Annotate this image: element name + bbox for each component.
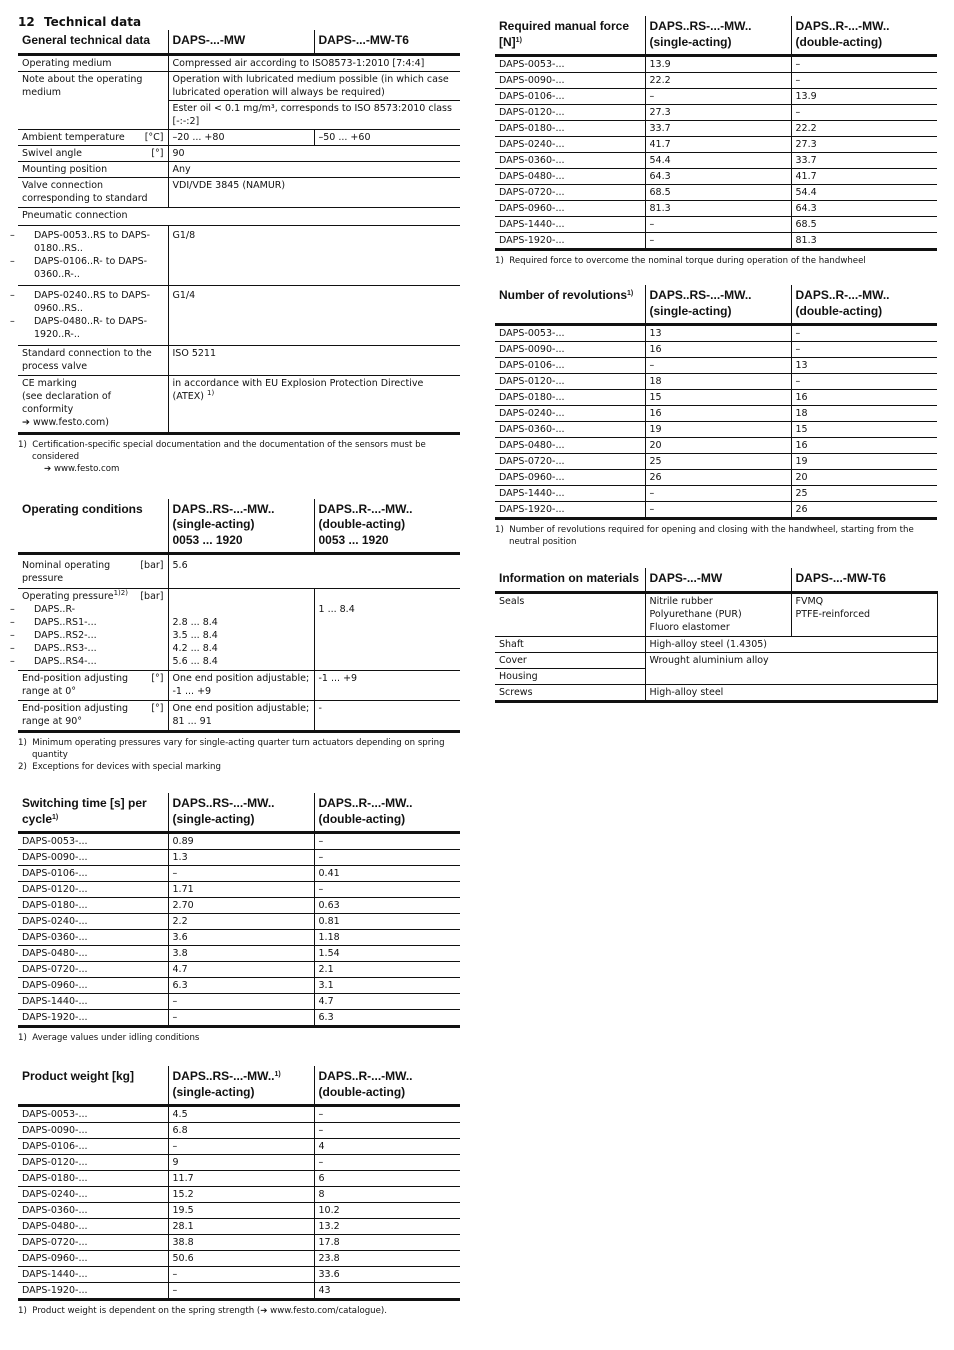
row-label: DAPS-1440-... [18, 1267, 168, 1283]
table-row [495, 233, 937, 250]
table-row: Seals Nitrile rubber Polyurethane (PUR) Fluoro elastomer FVMQ PTFE-reinforced [495, 592, 937, 636]
table-header: Product weight [kg] [22, 1069, 134, 1083]
arrow-right-icon: ➔ [260, 1306, 268, 1316]
row-value: 1.54 [314, 946, 460, 962]
row-value: 6.3 [168, 978, 314, 994]
table-row [18, 1235, 460, 1251]
table-row [18, 1187, 460, 1203]
footnotes: 1) Required force to overcome the nominal torque during operation of the handwheel [495, 256, 866, 266]
row-value: 43 [314, 1283, 460, 1300]
table-row [18, 833, 460, 850]
row-value: 3.8 [168, 946, 314, 962]
table-row: Mounting position Any [18, 161, 460, 177]
row-value: – [645, 502, 791, 519]
table-row [495, 73, 937, 89]
row-label: DAPS-0240-... [495, 137, 645, 153]
table-row [495, 470, 937, 486]
row-label: DAPS-0106-... [495, 89, 645, 105]
row-value: 2.70 [168, 898, 314, 914]
table-row [495, 56, 937, 73]
catalogue-link[interactable]: www.festo.com/catalogue [270, 1306, 381, 1316]
row-value: 20 [645, 438, 791, 454]
table-header: DAPS..R-...-MW.. (double-acting) [791, 16, 937, 56]
row-label: DAPS-0480-... [18, 1219, 168, 1235]
section-number: 12 [18, 15, 35, 29]
row-value: 0.81 [314, 914, 460, 930]
row-value: 28.1 [168, 1219, 314, 1235]
table-row [18, 1219, 460, 1235]
row-label: DAPS-0120-... [495, 105, 645, 121]
row-label: DAPS-1920-... [18, 1010, 168, 1027]
table-row [18, 914, 460, 930]
row-value: 33.7 [791, 153, 937, 169]
row-value: – [645, 358, 791, 374]
row-value: – [168, 866, 314, 882]
row-value: – [314, 1123, 460, 1139]
table-row [18, 978, 460, 994]
row-label: DAPS-0960-... [18, 978, 168, 994]
row-value: 13.9 [791, 89, 937, 105]
row-label: DAPS-0480-... [495, 169, 645, 185]
row-value: – [168, 1139, 314, 1155]
table-row: Standard connection to the process valve ISO 5211 [18, 345, 460, 375]
row-value: 4.5 [168, 1106, 314, 1123]
row-value: – [168, 1267, 314, 1283]
row-value: – [314, 1106, 460, 1123]
table-row [18, 1010, 460, 1027]
table-row [18, 898, 460, 914]
row-value: – [314, 1155, 460, 1171]
row-value: 0.63 [314, 898, 460, 914]
switching-time-table [18, 793, 460, 1028]
row-value: 1.18 [314, 930, 460, 946]
row-value: 22.2 [645, 73, 791, 89]
row-label: DAPS-0106-... [18, 1139, 168, 1155]
row-label: DAPS-1440-... [495, 486, 645, 502]
row-value: 3.6 [168, 930, 314, 946]
row-label: DAPS-0120-... [495, 374, 645, 390]
row-value: – [314, 850, 460, 866]
row-value: 64.3 [791, 201, 937, 217]
table-row [495, 137, 937, 153]
table-header: DAPS..R-...-MW.. (double-acting) [791, 285, 937, 325]
row-label: DAPS-0180-... [18, 898, 168, 914]
row-value: 27.3 [791, 137, 937, 153]
table-header: DAPS-...-MW-T6 [791, 568, 937, 592]
table-row [18, 962, 460, 978]
table-header: Required manual force $[N]^{1)}$ [499, 19, 630, 49]
row-value: 15 [645, 390, 791, 406]
table-row [495, 486, 937, 502]
table-header: Operating conditions [22, 501, 143, 516]
table-row [495, 502, 937, 519]
row-value: – [168, 1010, 314, 1027]
row-value: 26 [791, 502, 937, 519]
row-value: – [645, 89, 791, 105]
row-value: 4.7 [314, 994, 460, 1010]
table-row [18, 1106, 460, 1123]
table-row: Ambient temperature [°C] –20 ... +80 –50 ... +60 [18, 129, 460, 145]
row-value: 54.4 [645, 153, 791, 169]
table-row [18, 1139, 460, 1155]
row-label: DAPS-0090-... [495, 342, 645, 358]
table-row [495, 374, 937, 390]
row-value: 3.1 [314, 978, 460, 994]
table-row: Cover Wrought aluminium alloy [495, 652, 937, 668]
table-row [495, 422, 937, 438]
row-value: – [168, 1283, 314, 1300]
footnotes: 1) Average values under idling conditions [18, 1033, 200, 1043]
table-row [495, 390, 937, 406]
row-value: 13.9 [645, 56, 791, 73]
footnotes: 1) Product weight is dependent on the spring strength (➔ www.festo.com/catalogue). [18, 1306, 388, 1316]
left-column [10, 14, 460, 1317]
row-value: 16 [645, 406, 791, 422]
row-value: 0.41 [314, 866, 460, 882]
table-row: [bar] Nominal operating pressure 5.6 [18, 554, 460, 589]
row-value: 54.4 [791, 185, 937, 201]
table-row [495, 153, 937, 169]
row-label: DAPS-0120-... [18, 882, 168, 898]
row-value: 18 [645, 374, 791, 390]
section-heading [18, 14, 460, 30]
table-row [18, 1251, 460, 1267]
table-row [495, 358, 937, 374]
row-label: DAPS-0090-... [18, 1123, 168, 1139]
table-header: DAPS..RS-...-MW..$^{1)}$ (single-acting) [168, 1066, 314, 1106]
row-label: DAPS-0960-... [495, 201, 645, 217]
table-header: DAPS..RS-...-MW.. (single-acting) [168, 793, 314, 833]
table-row [18, 1203, 460, 1219]
table-header: General technical data [22, 33, 151, 47]
row-label: DAPS-0053-... [18, 833, 168, 850]
row-value: 4 [314, 1139, 460, 1155]
section-title: Technical data [44, 15, 142, 29]
row-value: 19.5 [168, 1203, 314, 1219]
row-label: DAPS-1440-... [495, 217, 645, 233]
row-label: DAPS-0960-... [18, 1251, 168, 1267]
row-label: DAPS-0360-... [18, 1203, 168, 1219]
table-row [495, 325, 937, 342]
table-row: Swivel angle [°] 90 [18, 145, 460, 161]
product-weight-table [18, 1066, 460, 1301]
row-label: DAPS-0720-... [18, 1235, 168, 1251]
row-label: DAPS-0090-... [18, 850, 168, 866]
row-value: – [314, 882, 460, 898]
table-row: [bar] Operating pressure$^{1)2)}$ – DAPS..R- – DAPS..RS1-... – DAPS..RS2-... – DAPS..RS3-... – DAPS..RS4-... 2.8 ... 8.4 3.5 ... 8.4 4.2 ... 8.4 5.6 ... 8.4 1 ... 8.4 [18, 589, 460, 671]
row-value: 4.7 [168, 962, 314, 978]
row-label: DAPS-0360-... [495, 422, 645, 438]
table-header: DAPS..RS-...-MW.. (single-acting) [645, 16, 791, 56]
table-row [18, 1155, 460, 1171]
table-row: [°] End-position adjusting range at 0° One end position adjustable; -1 ... +9 -1 ... +9 [18, 671, 460, 701]
table-row [18, 850, 460, 866]
row-value: – [791, 325, 937, 342]
row-value: 68.5 [645, 185, 791, 201]
row-value: 6.3 [314, 1010, 460, 1027]
table-header: DAPS..RS-...-MW.. (single-acting) 0053 ... 1920 [168, 499, 314, 554]
row-label: DAPS-0180-... [18, 1171, 168, 1187]
row-value: 16 [791, 390, 937, 406]
table-row: CE marking (see declaration of conformity ➔ www.festo.com) in accordance with EU Explosion Protection Directive (ATEX) $^{1)}$ [18, 375, 460, 433]
table-row: Housing [495, 668, 937, 684]
row-label: DAPS-0180-... [495, 390, 645, 406]
row-value: 1.3 [168, 850, 314, 866]
table-header: DAPS-...-MW [645, 568, 791, 592]
table-row [495, 89, 937, 105]
footnotes: 1) Certification-specific special documentation and the documentation of the sensors must be considered ➔ www.festo.com [18, 439, 426, 474]
table-row [18, 1283, 460, 1300]
row-label: DAPS-0360-... [495, 153, 645, 169]
row-value: 2.2 [168, 914, 314, 930]
row-value: 15 [791, 422, 937, 438]
table-row: [°] End-position adjusting range at 90° One end position adjustable; 81 ... 91 - [18, 701, 460, 732]
table-row [495, 438, 937, 454]
table-row [495, 201, 937, 217]
row-value: 38.8 [168, 1235, 314, 1251]
table-header: DAPS..R-...-MW.. (double-acting) [314, 793, 460, 833]
row-value: 18 [791, 406, 937, 422]
row-value: 10.2 [314, 1203, 460, 1219]
row-value: 8 [314, 1187, 460, 1203]
row-value: 33.6 [314, 1267, 460, 1283]
table-header: DAPS-...-MW [168, 30, 314, 54]
arrow-right-icon: ➔ [44, 463, 52, 474]
table-row [18, 1171, 460, 1187]
materials-table [495, 568, 938, 703]
row-value: – [791, 342, 937, 358]
row-value: 26 [645, 470, 791, 486]
table-row [18, 866, 460, 882]
row-label: DAPS-0180-... [495, 121, 645, 137]
row-value: 6.8 [168, 1123, 314, 1139]
festo-link[interactable]: www.festo.com [53, 463, 120, 474]
table-row [495, 217, 937, 233]
row-value: 25 [791, 486, 937, 502]
row-value: – [791, 374, 937, 390]
row-value: – [791, 105, 937, 121]
row-value: – [314, 833, 460, 850]
table-row: Note about the operating medium Operation with lubricated medium possible (in which case lubricated operation will always be required) [18, 71, 460, 100]
row-label: DAPS-0240-... [18, 1187, 168, 1203]
table-row: – DAPS-0053..RS to DAPS-0180..RS.. – DAPS-0106..R- to DAPS-0360..R-.. G1/8 [18, 225, 460, 285]
row-value: – [645, 233, 791, 250]
manual-force-table [495, 16, 937, 251]
row-label: DAPS-0053-... [495, 56, 645, 73]
row-label: DAPS-0240-... [495, 406, 645, 422]
table-row [495, 185, 937, 201]
row-label: DAPS-0120-... [18, 1155, 168, 1171]
table-row: Valve connection corresponding to standard VDI/VDE 3845 (NAMUR) [18, 177, 460, 207]
row-value: 22.2 [791, 121, 937, 137]
table-row: Shaft High-alloy steel (1.4305) [495, 636, 937, 652]
row-label: DAPS-0720-... [495, 185, 645, 201]
operating-conditions-table [10, 499, 460, 734]
row-value: – [645, 217, 791, 233]
row-label: DAPS-0106-... [495, 358, 645, 374]
table-header: DAPS-...-MW-T6 [314, 30, 460, 54]
row-value: 19 [645, 422, 791, 438]
row-value: 41.7 [791, 169, 937, 185]
row-value: 41.7 [645, 137, 791, 153]
table-row: Operating medium Compressed air according to ISO8573-1:2010 [7:4:4] [18, 54, 460, 71]
row-value: 13 [791, 358, 937, 374]
row-value: 33.7 [645, 121, 791, 137]
footnotes: 1) Minimum operating pressures vary for single-acting quarter turn actuators depending on spring quantity 2) Exceptions for devices with special marking [18, 738, 445, 772]
table-row [18, 1123, 460, 1139]
row-value: – [168, 994, 314, 1010]
table-row [495, 342, 937, 358]
row-label: DAPS-0480-... [495, 438, 645, 454]
table-header: Switching time [s] per cycle$^{1)}$ [22, 796, 147, 826]
row-label: DAPS-0960-... [495, 470, 645, 486]
table-row [495, 121, 937, 137]
row-value: 2.1 [314, 962, 460, 978]
table-header: DAPS..R-...-MW.. (double-acting) [314, 1066, 460, 1106]
table-row: – DAPS-0240..RS to DAPS-0960..RS.. – DAPS-0480..R- to DAPS-1920..R-.. G1/4 [18, 285, 460, 345]
row-value: 16 [791, 438, 937, 454]
row-label: DAPS-0090-... [495, 73, 645, 89]
row-value: 23.8 [314, 1251, 460, 1267]
row-label: DAPS-0480-... [18, 946, 168, 962]
table-row [495, 169, 937, 185]
row-value: 81.3 [791, 233, 937, 250]
row-label: DAPS-0106-... [18, 866, 168, 882]
row-value: 64.3 [645, 169, 791, 185]
row-label: DAPS-0360-... [18, 930, 168, 946]
table-row [495, 454, 937, 470]
table-row [495, 406, 937, 422]
footnotes: 1) Number of revolutions required for opening and closing with the handwheel, starting from the neutral position [495, 525, 914, 547]
row-value: – [645, 486, 791, 502]
row-label: DAPS-0053-... [18, 1106, 168, 1123]
table-row: Pneumatic connection [18, 207, 460, 225]
row-value: 27.3 [645, 105, 791, 121]
row-label: DAPS-1440-... [18, 994, 168, 1010]
row-value: 1.71 [168, 882, 314, 898]
table-header: DAPS..RS-...-MW.. (single-acting) [645, 285, 791, 325]
table-header: DAPS..R-...-MW.. (double-acting) 0053 ... 1920 [314, 499, 460, 554]
row-label: DAPS-1920-... [495, 502, 645, 519]
table-header: Number of revolutions$^{1)}$ [499, 288, 634, 302]
right-column [495, 16, 937, 703]
table-row [18, 1267, 460, 1283]
general-technical-data-table [10, 30, 460, 435]
row-value: 19 [791, 454, 937, 470]
table-row [18, 946, 460, 962]
table-row [495, 105, 937, 121]
row-value: 13.2 [314, 1219, 460, 1235]
revolutions-table [495, 285, 937, 520]
row-label: DAPS-0240-... [18, 914, 168, 930]
row-value: 15.2 [168, 1187, 314, 1203]
row-value: – [791, 56, 937, 73]
festo-link[interactable]: www.festo.com) [33, 416, 109, 428]
row-value: 16 [645, 342, 791, 358]
table-row [18, 994, 460, 1010]
row-value: 9 [168, 1155, 314, 1171]
arrow-right-icon: ➔ [22, 416, 30, 428]
table-row [18, 930, 460, 946]
row-value: – [791, 73, 937, 89]
row-value: 13 [645, 325, 791, 342]
row-value: 25 [645, 454, 791, 470]
row-value: 17.8 [314, 1235, 460, 1251]
row-value: 6 [314, 1171, 460, 1187]
table-row [18, 882, 460, 898]
row-label: DAPS-0053-... [495, 325, 645, 342]
table-row: Screws High-alloy steel [495, 684, 937, 701]
row-label: DAPS-1920-... [18, 1283, 168, 1300]
row-value: 68.5 [791, 217, 937, 233]
row-value: 11.7 [168, 1171, 314, 1187]
row-value: 50.6 [168, 1251, 314, 1267]
table-row: Ester oil < 0.1 mg/m³, corresponds to ISO 8573:2010 class [-:-:2] [18, 100, 460, 129]
row-label: DAPS-1920-... [495, 233, 645, 250]
table-header: Information on materials [499, 571, 640, 585]
row-value: 81.3 [645, 201, 791, 217]
row-label: DAPS-0720-... [18, 962, 168, 978]
row-value: 0.89 [168, 833, 314, 850]
row-label: DAPS-0720-... [495, 454, 645, 470]
row-value: 20 [791, 470, 937, 486]
